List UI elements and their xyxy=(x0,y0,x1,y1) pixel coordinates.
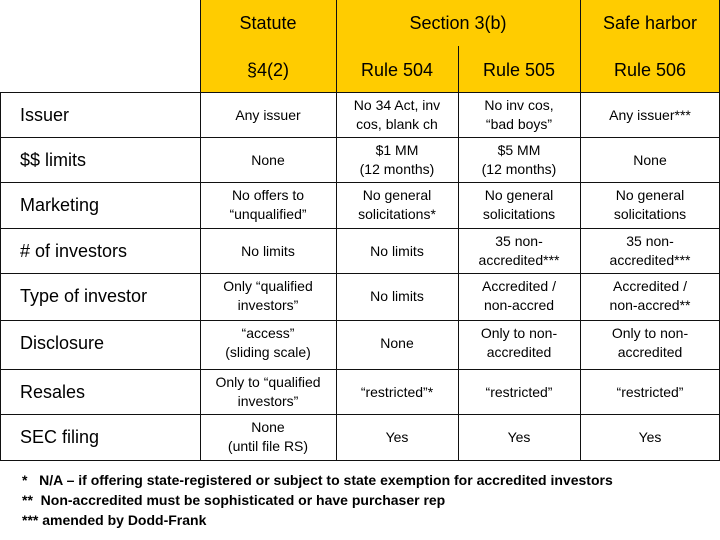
cell-rule-504 xyxy=(336,414,458,460)
table-row xyxy=(0,369,720,415)
cell-line: Accredited / xyxy=(613,278,687,295)
cell-line: Yes xyxy=(638,428,662,445)
cell-line: 35 non- xyxy=(495,233,543,250)
cell-section-4-2 xyxy=(200,320,336,366)
grid-line-horizontal xyxy=(0,414,720,415)
cell-rule-506 xyxy=(580,137,720,183)
header-section-3b: Section 3(b) xyxy=(409,12,507,33)
table-row xyxy=(0,182,720,228)
header-rule-4-2: §4(2) xyxy=(246,59,290,80)
grid-line-vertical xyxy=(580,0,581,460)
cell-line: cos, blank ch xyxy=(356,116,438,132)
header-row-top xyxy=(0,0,720,46)
grid-line-vertical xyxy=(200,0,201,460)
footnote-3: *** amended by Dodd-Frank xyxy=(22,512,207,528)
row-label: # of investors xyxy=(20,240,128,261)
cell-line: No general xyxy=(484,187,554,204)
cell-rule-506 xyxy=(580,228,720,274)
grid-line-horizontal xyxy=(0,320,720,321)
row-label: Resales xyxy=(20,381,86,402)
cell-section-4-2 xyxy=(200,273,336,319)
cell-line: (12 months) xyxy=(481,161,557,177)
cell-rule-504 xyxy=(336,182,458,228)
cell-line: “restricted” xyxy=(485,383,553,400)
cell-line: None xyxy=(251,419,285,436)
cell-section-4-2 xyxy=(200,369,336,415)
table-row xyxy=(0,228,720,274)
cell-line: solicitations* xyxy=(358,206,436,222)
cell-line: solicitations xyxy=(482,206,556,222)
cell-line: “restricted” xyxy=(616,383,684,400)
header-rule-506: Rule 506 xyxy=(613,59,687,80)
cell-rule-504 xyxy=(336,273,458,319)
cell-line: investors” xyxy=(237,393,299,409)
row-label: Disclosure xyxy=(20,332,105,353)
cell-rule-506 xyxy=(580,92,720,138)
cell-rule-506 xyxy=(580,182,720,228)
grid-line-horizontal xyxy=(0,182,720,183)
cell-line: non-accred xyxy=(483,297,555,313)
cell-line: Accredited / xyxy=(482,278,556,295)
cell-line: None xyxy=(251,151,285,168)
cell-section-4-2 xyxy=(200,182,336,228)
footnote-1: * N/A – if offering state-registered or subject to state exemption for accredited investors xyxy=(22,472,613,488)
cell-line: “unqualified” xyxy=(229,206,307,222)
grid-line-vertical xyxy=(458,46,459,460)
cell-rule-505 xyxy=(458,320,580,366)
cell-section-4-2 xyxy=(200,228,336,274)
cell-rule-506 xyxy=(580,273,720,319)
row-label: Type of investor xyxy=(20,285,148,306)
row-label: Issuer xyxy=(20,104,70,125)
cell-rule-506 xyxy=(580,369,720,415)
cell-line: No general xyxy=(362,187,432,204)
grid-line-vertical xyxy=(0,92,1,460)
cell-line: Only to non- xyxy=(611,325,689,342)
cell-line: (until file RS) xyxy=(227,438,309,454)
cell-line: Only to “qualified xyxy=(215,374,321,391)
cell-line: (sliding scale) xyxy=(225,344,311,360)
header-statute: Statute xyxy=(239,12,297,33)
cell-line: accredited xyxy=(617,344,683,360)
cell-line: “restricted”* xyxy=(360,383,434,400)
cell-line: 35 non- xyxy=(626,233,674,250)
cell-line: No limits xyxy=(370,242,424,259)
grid-line-vertical xyxy=(336,0,337,460)
cell-line: $5 MM xyxy=(497,142,541,159)
grid-line-horizontal xyxy=(0,137,720,138)
cell-rule-506 xyxy=(580,414,720,460)
cell-line: non-accred** xyxy=(609,297,691,313)
header-row-rules xyxy=(0,48,720,92)
table-row xyxy=(0,92,720,138)
row-label: $$ limits xyxy=(20,149,87,170)
header-corner-2 xyxy=(0,48,200,92)
header-corner xyxy=(0,0,200,46)
grid-line-horizontal xyxy=(0,369,720,370)
cell-line: solicitations xyxy=(613,206,687,222)
cell-line: “access” xyxy=(241,325,295,342)
cell-rule-504 xyxy=(336,228,458,274)
cell-rule-505 xyxy=(458,414,580,460)
header-rule-504: Rule 504 xyxy=(360,59,434,80)
cell-line: Only to non- xyxy=(480,325,558,342)
cell-line: Any issuer*** xyxy=(609,106,691,123)
cell-line: accredited*** xyxy=(609,252,691,268)
cell-rule-505 xyxy=(458,92,580,138)
cell-line: “bad boys” xyxy=(485,116,553,132)
cell-rule-506 xyxy=(580,320,720,366)
cell-section-4-2 xyxy=(200,414,336,460)
cell-rule-504 xyxy=(336,92,458,138)
cell-line: investors” xyxy=(237,297,299,313)
table-row xyxy=(0,414,720,460)
cell-rule-504 xyxy=(336,369,458,415)
cell-line: No limits xyxy=(241,242,295,259)
cell-line: $1 MM xyxy=(375,142,419,159)
cell-rule-505 xyxy=(458,182,580,228)
footnotes xyxy=(22,470,613,530)
cell-line: No general xyxy=(615,187,685,204)
row-label: SEC filing xyxy=(20,426,100,447)
cell-line: No offers to xyxy=(231,187,305,204)
cell-rule-505 xyxy=(458,369,580,415)
header-rule-505: Rule 505 xyxy=(482,59,556,80)
table-row xyxy=(0,137,720,183)
grid-line-horizontal xyxy=(0,228,720,229)
cell-rule-505 xyxy=(458,273,580,319)
cell-rule-504 xyxy=(336,137,458,183)
table-row xyxy=(0,320,720,366)
cell-line: accredited xyxy=(486,344,552,360)
cell-line: No 34 Act, inv xyxy=(353,97,441,114)
grid-line-horizontal xyxy=(0,273,720,274)
cell-section-4-2 xyxy=(200,137,336,183)
cell-line: accredited*** xyxy=(478,252,560,268)
cell-line: No inv cos, xyxy=(484,97,554,114)
cell-line: None xyxy=(633,151,667,168)
cell-rule-505 xyxy=(458,228,580,274)
cell-rule-504 xyxy=(336,320,458,366)
cell-line: Any issuer xyxy=(235,106,301,123)
cell-line: Yes xyxy=(507,428,531,445)
footnote-2: ** Non-accredited must be sophisticated or have purchaser rep xyxy=(22,492,446,508)
header-safe-harbor: Safe harbor xyxy=(602,12,698,33)
cell-line: Yes xyxy=(385,428,409,445)
grid-line-horizontal xyxy=(0,92,720,93)
cell-line: No limits xyxy=(370,287,424,304)
table-row xyxy=(0,273,720,319)
cell-line: (12 months) xyxy=(359,161,435,177)
cell-line: None xyxy=(380,334,414,351)
cell-section-4-2 xyxy=(200,92,336,138)
cell-line: Only “qualified xyxy=(223,278,313,295)
row-label: Marketing xyxy=(20,194,100,215)
cell-rule-505 xyxy=(458,137,580,183)
grid-line-horizontal xyxy=(0,460,720,461)
